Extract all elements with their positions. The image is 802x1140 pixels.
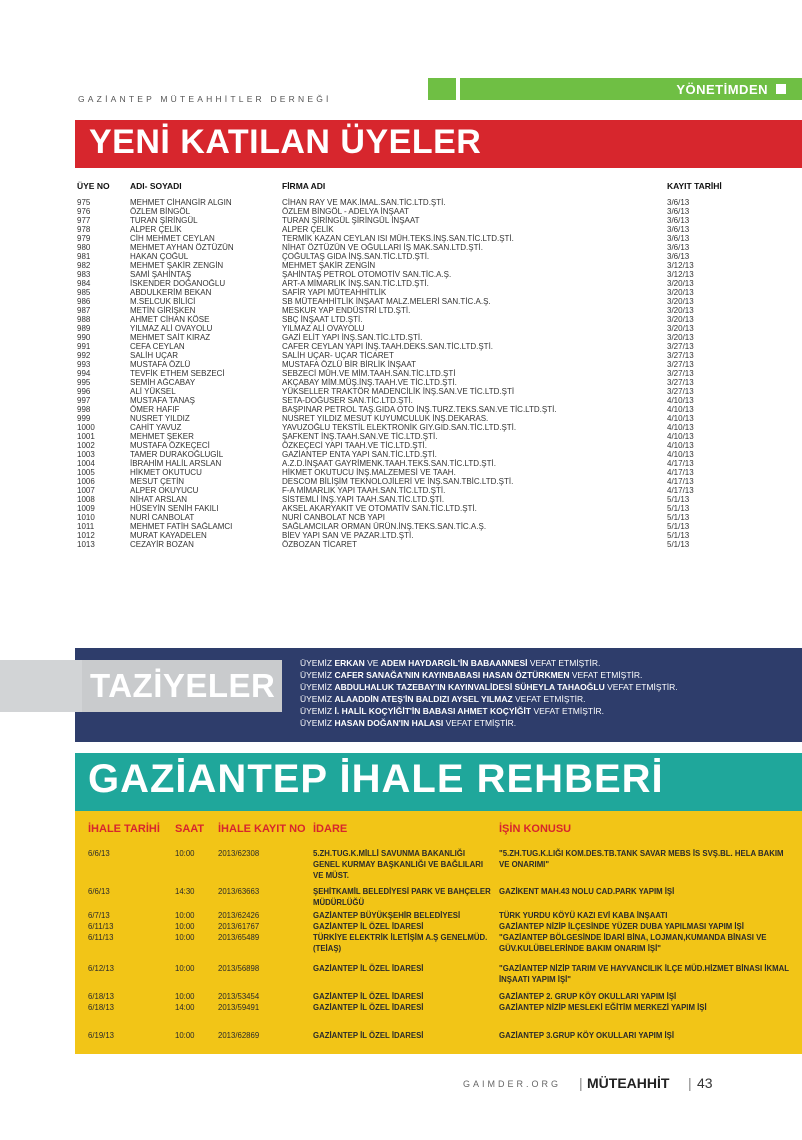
member-name: HÜSEYİN SENİH FAKILI [130,504,219,513]
member-no: 975 [77,198,91,207]
tender-kayit: 2013/63663 [218,887,260,896]
tender-title: GAZİANTEP İHALE REHBERİ [88,757,664,801]
member-date: 3/20/13 [667,306,694,315]
tender-col-time: SAAT [175,823,205,835]
member-date: 4/10/13 [667,441,694,450]
member-no: 986 [77,297,91,306]
tender-idare: GAZİANTEP BÜYÜKŞEHİR BELEDİYESİ [313,911,461,920]
member-firm: CAFER CEYLAN YAPI İNŞ.TAAH.DEKS.SAN.TİC.LTD.ŞTİ. [282,342,494,351]
member-no: 980 [77,243,91,252]
footer-separator: | [688,1075,692,1091]
member-firm: NURİ CANBOLAT NCB YAPI [282,513,385,522]
condolence-post: VEFAT ETMİŞTİR. [512,694,586,704]
condolence-pre: ÜYEMİZ [300,670,335,680]
member-date: 4/10/13 [667,396,694,405]
tender-saat: 10:00 [175,992,195,1001]
table-row [77,324,802,333]
condolence-post: VEFAT ETMİŞTİR. [569,670,643,680]
square-icon [776,84,786,94]
tender-kayit: 2013/62869 [218,1031,260,1040]
member-no: 987 [77,306,91,315]
title-banner [75,120,802,168]
tender-idare: 5.ZH.TUG.K.MİLLİ SAVUNMA BAKANLIĞI GENEL KURMAY BAŞKANLIĞI VE BAĞLILARI VE MÜST. [313,849,484,880]
tender-saat: 10:00 [175,911,195,920]
tender-date: 6/18/13 [88,1003,115,1012]
member-date: 3/20/13 [667,333,694,342]
member-name: ALPER ÇELİK [130,225,182,234]
member-no: 1011 [77,522,95,531]
member-firm: CİHAN RAY VE MAK.İMAL.SAN.TİC.LTD.ŞTİ. [282,198,446,207]
member-date: 5/1/13 [667,495,690,504]
table-row [77,450,802,459]
footer-separator: | [579,1075,583,1091]
member-no: 977 [77,216,91,225]
table-row [77,342,802,351]
member-no: 1010 [77,513,95,522]
condolence-pre: ÜYEMİZ [300,694,335,704]
header-accent-bar [428,78,456,100]
tender-idare: ŞEHİTKAMİL BELEDİYESİ PARK VE BAHÇELER MÜDÜRLÜĞÜ [313,887,491,907]
table-row [77,243,802,252]
member-name: CEZAYİR BOZAN [130,540,194,549]
footer-site: GAIMDER.ORG [463,1079,562,1089]
tender-saat: 14:00 [175,1003,195,1012]
member-firm: SBÇ İNŞAAT LTD.ŞTİ. [282,315,363,324]
member-firm: F-A MİMARLIK YAPI TAAH.SAN.TİC.LTD.ŞTİ. [282,486,446,495]
member-date: 4/17/13 [667,486,694,495]
member-firm: ÖZKEÇECİ YAPI TAAH.VE TİC.LTD.ŞTİ. [282,441,427,450]
member-date: 4/10/13 [667,423,694,432]
table-row [77,468,802,477]
member-date: 4/10/13 [667,405,694,414]
member-date: 4/10/13 [667,414,694,423]
member-name: HİKMET OKUTUCU [130,468,202,477]
member-date: 3/20/13 [667,279,694,288]
list-item [300,657,800,669]
tender-saat: 10:00 [175,1031,195,1040]
member-firm: SAĞLAMCILAR ORMAN ÜRÜN.İNŞ.TEKS.SAN.TİC.A.Ş. [282,522,487,531]
member-no: 1004 [77,459,95,468]
table-row [77,531,802,540]
member-firm: MEHMET ŞAKİR ZENGİN [282,261,376,270]
table-row [77,378,802,387]
member-name: SAMİ ŞAHİNTAŞ [130,270,192,279]
member-firm: MESKUR YAP ENDÜSTRİ LTD.ŞTİ. [282,306,411,315]
tender-konu: "GAZİANTEP BÖLGESİNDE İDARİ BİNA, LOJMAN,KUMANDA BİNASI VE GÜV.KULÜBELERİNDE BAKIM ONARIM İŞİ" [499,933,767,953]
member-name: METİN GİRİŞKEN [130,306,196,315]
member-firm: YILMAZ ALİ OVAYOLU [282,324,365,333]
member-no: 1007 [77,486,95,495]
member-date: 3/20/13 [667,288,694,297]
tender-col-reg: İHALE KAYIT NO [218,823,306,835]
member-firm: ŞAHİNTAŞ PETROL OTOMOTİV SAN.TİC.A.Ş. [282,270,452,279]
member-name: ALPER OKUYUCU [130,486,199,495]
member-date: 5/1/13 [667,513,690,522]
table-row [77,270,802,279]
member-firm: DESCOM BİLİŞİM TEKNOLOJİLERİ VE İNŞ.SAN.TBİC.LTD.ŞTİ. [282,477,514,486]
member-firm: BAŞPINAR PETROL TAŞ.GIDA OTO İNŞ.TURZ.TEKS.SAN.VE TİC.LTD.ŞTİ. [282,405,557,414]
member-firm: YÜKSELLER TRAKTÖR MADENCİLİK İNŞ.SAN.VE TİC.LTD.ŞTİ [282,387,515,396]
tender-konu: GAZİANTEP 2. GRUP KÖY OKULLARI YAPIM İŞİ [499,992,677,1001]
condolence-post: VEFAT ETMİŞTİR. [527,658,601,668]
member-name: SEMİH AĞCABAY [130,378,196,387]
table-row [77,225,802,234]
tender-konu: GAZİANTEP NİZİP MESLEKİ EĞİTİM MERKEZİ YAPIM İŞİ [499,1003,707,1012]
tender-table [75,811,802,1054]
tender-idare: GAZİANTEP İL ÖZEL İDARESİ [313,964,424,973]
tender-col-subject: İŞİN KONUSU [499,823,572,835]
member-name: MESUT ÇETİN [130,477,185,486]
member-no: 1001 [77,432,95,441]
member-date: 3/27/13 [667,369,694,378]
tender-date: 6/11/13 [88,933,114,942]
member-firm: BİEV YAPI SAN VE PAZAR.LTD.ŞTİ. [282,531,414,540]
member-name: NUSRET YILDIZ [130,414,190,423]
members-header-row [77,180,802,198]
member-firm: HİKMET OKUTUCU İNŞ.MALZEMESİ VE TAAH. [282,468,456,477]
member-no: 984 [77,279,91,288]
member-name: AHMET CİHAN KÖSE [130,315,210,324]
table-row [77,351,802,360]
member-no: 996 [77,387,91,396]
member-no: 990 [77,333,91,342]
table-row [77,414,802,423]
member-firm: A.Z.D.İNŞAAT GAYRİMENK.TAAH.TEKS.SAN.TİC.LTD.ŞTİ. [282,459,496,468]
member-name: MUSTAFA ÖZKEÇECİ [130,441,210,450]
tender-kayit: 2013/65489 [218,933,260,942]
list-item [300,669,800,681]
condolence-post: VEFAT ETMİŞTİR. [443,718,517,728]
table-row [77,279,802,288]
tender-date: 6/7/13 [88,911,110,920]
member-name: MEHMET CİHANGİR ALGIN [130,198,232,207]
tender-date: 6/6/13 [88,849,110,858]
table-row [77,396,802,405]
tender-col-authority: İDARE [313,823,348,835]
table-row [77,459,802,468]
table-row [77,513,802,522]
org-name: GAZİANTEP MÜTEAHHİTLER DERNEĞİ [78,94,332,104]
member-no: 997 [77,396,91,405]
tender-col-date: İHALE TARİHİ [88,823,160,835]
tender-idare: TÜRKİYE ELEKTRİK İLETİŞİM A.Ş GENELMÜD.(TEİAŞ) [313,933,488,953]
member-date: 3/20/13 [667,297,694,306]
member-date: 3/27/13 [667,342,694,351]
member-no: 978 [77,225,91,234]
member-no: 976 [77,207,91,216]
member-date: 3/6/13 [667,216,690,225]
table-row [77,432,802,441]
member-firm: ÖZBOZAN TİCARET [282,540,357,549]
col-header-no: ÜYE NO [77,181,110,191]
table-row [77,297,802,306]
member-date: 3/6/13 [667,234,690,243]
member-name: MUSTAFA ÖZLÜ [130,360,191,369]
condolence-bold: CAFER SANAĞA'NIN KAYINBABASI HASAN ÖZTÜRKMEN [334,670,570,680]
tender-saat: 10:00 [175,922,195,931]
member-firm: TURAN ŞİRİNGÜL ŞİRİNGÜL İNŞAAT [282,216,420,225]
member-no: 993 [77,360,91,369]
condolence-bold2: ADEM HAYDARGİL'İN BABAANNESİ [380,658,528,668]
member-no: 1002 [77,441,95,450]
member-no: 1003 [77,450,95,459]
member-date: 3/27/13 [667,360,694,369]
member-no: 991 [77,342,91,351]
tender-konu: GAZİKENT MAH.43 NOLU CAD.PARK YAPIM İŞİ [499,887,675,896]
condolence-post: VEFAT ETMİŞTİR. [604,682,678,692]
tender-konu: GAZİANTEP 3.GRUP KÖY OKULLARI YAPIM İŞİ [499,1031,675,1040]
member-firm: ALPER ÇELİK [282,225,334,234]
member-name: MUSTAFA TANAŞ [130,396,195,405]
member-date: 3/27/13 [667,351,694,360]
tender-saat: 10:00 [175,849,195,858]
member-no: 983 [77,270,91,279]
table-row [77,288,802,297]
member-date: 3/6/13 [667,243,690,252]
member-firm: ART-A MİMARLIK İNŞ.SAN.TİC.LTD.ŞTİ. [282,279,429,288]
tender-idare: GAZİANTEP İL ÖZEL İDARESİ [313,922,424,931]
tender-kayit: 2013/56898 [218,964,260,973]
tender-konu: "GAZİANTEP NİZİP TARIM VE HAYVANCILIK İLÇE MÜD.HİZMET BİNASI İKMAL İNŞAATI YAPIM İŞİ" [499,964,789,984]
condolences-title-box [82,660,282,712]
member-name: SALİH UÇAR [130,351,179,360]
member-name: ABDULKERİM BEKAN [130,288,212,297]
condolence-bold: ERKAN [334,658,365,668]
table-row [77,540,802,549]
member-firm: YAVUZOĞLU TEKSTİL ELEKTRONİK GIY.GID.SAN.TİC.LTD.ŞTİ. [282,423,517,432]
table-row [77,477,802,486]
member-name: MEHMET AYHAN ÖZTÜZÜN [130,243,234,252]
member-no: 994 [77,369,91,378]
member-no: 1012 [77,531,95,540]
tender-kayit: 2013/62308 [218,849,260,858]
condolence-bold: ALAADDİN ATEŞ'İN BALDIZI AYSEL YILMAZ [334,694,513,704]
section-tag-label: YÖNETİMDEN [676,82,768,97]
page-footer [0,1075,802,1095]
condolence-mid: VE [364,658,381,668]
tender-kayit: 2013/62426 [218,911,260,920]
member-firm: SB MÜTEAHHİTLİK İNŞAAT MALZ.MELERİ SAN.TİC.A.Ş. [282,297,491,306]
member-name: HAKAN ÇOĞUL [130,252,189,261]
members-table [77,180,802,549]
member-no: 1006 [77,477,95,486]
member-firm: AKÇABAY MİM.MÜŞ.İNŞ.TAAH.VE TİC.LTD.ŞTİ. [282,378,457,387]
member-no: 1008 [77,495,95,504]
member-firm: TERMİK KAZAN CEYLAN ISI MÜH.TEKS.İNŞ.SAN.TİC.LTD.ŞTİ. [282,234,514,243]
member-firm: ŞAFKENT İNŞ.TAAH.SAN.VE TİC.LTD.ŞTİ. [282,432,438,441]
page-number: 43 [697,1075,713,1091]
footer-magazine: MÜTEAHHİT [587,1075,670,1091]
member-no: 1005 [77,468,95,477]
table-row [77,423,802,432]
member-name: MEHMET SAİT KIRAZ [130,333,211,342]
member-date: 3/20/13 [667,315,694,324]
table-row [77,522,802,531]
member-name: CİH MEHMET CEYLAN [130,234,215,243]
tender-saat: 14:30 [175,887,195,896]
member-name: NİHAT ARSLAN [130,495,188,504]
member-firm: AKSEL AKARYAKIT VE OTOMATİV SAN.TİC.LTD.ŞTİ. [282,504,477,513]
member-no: 1013 [77,540,95,549]
col-header-date: KAYIT TARİHİ [667,181,722,191]
tender-saat: 10:00 [175,964,195,973]
col-header-firm: FİRMA ADI [282,181,326,191]
condolences-title: TAZİYELER [90,667,276,704]
member-name: CAHİT YAVUZ [130,423,182,432]
table-row [77,252,802,261]
table-row [77,207,802,216]
member-date: 3/6/13 [667,252,690,261]
list-item [300,705,800,717]
tender-kayit: 2013/61767 [218,922,260,931]
condolences-accent [0,660,82,712]
member-name: CEFA CEYLAN [130,342,185,351]
member-name: İBRAHİM HALİL ARSLAN [130,459,222,468]
member-firm: NUSRET YILDIZ MESUT KUYUMCULUK İNŞ.DEKARAS. [282,414,489,423]
member-no: 979 [77,234,91,243]
tender-konu: "5.ZH.TUG.K.LIĞI KOM.DES.TB.TANK SAVAR MEBS İS SVŞ.BL. HELA BAKIM VE ONARIMI" [499,849,784,869]
table-row [77,315,802,324]
table-row [77,198,802,207]
condolence-pre: ÜYEMİZ [300,682,335,692]
table-row [77,216,802,225]
member-name: MEHMET FATİH SAĞLAMCI [130,522,233,531]
list-item [300,681,800,693]
condolence-pre: ÜYEMİZ [300,706,335,716]
member-date: 3/12/13 [667,270,694,279]
table-row [77,495,802,504]
member-firm: GAZİANTEP ENTA YAPI SAN.TİC.LTD.ŞTİ. [282,450,437,459]
tender-saat: 10:00 [175,933,195,942]
member-firm: ÖZLEM BİNGÖL - ADELYA İNŞAAT [282,207,409,216]
list-item [300,717,800,729]
tender-date: 6/6/13 [88,887,110,896]
table-row [77,360,802,369]
tender-idare: GAZİANTEP İL ÖZEL İDARESİ [313,992,424,1001]
tender-konu: TÜRK YURDU KÖYÜ KAZI EVİ KABA İNŞAATI [499,911,668,920]
member-date: 3/20/13 [667,324,694,333]
table-row [77,441,802,450]
tender-kayit: 2013/53454 [218,992,260,1001]
member-date: 3/6/13 [667,198,690,207]
table-row [77,234,802,243]
member-firm: SETA-DOĞUSER SAN.TİC.LTD.ŞTİ. [282,396,413,405]
member-date: 4/17/13 [667,468,694,477]
tender-idare: GAZİANTEP İL ÖZEL İDARESİ [313,1003,424,1012]
member-name: ALİ YÜKSEL [130,387,176,396]
table-row [77,261,802,270]
condolence-pre: ÜYEMİZ [300,658,335,668]
member-date: 3/6/13 [667,207,690,216]
tender-date: 6/18/13 [88,992,115,1001]
condolence-post: VEFAT ETMİŞTİR. [531,706,604,716]
member-date: 3/27/13 [667,387,694,396]
member-date: 4/17/13 [667,459,694,468]
member-no: 1009 [77,504,95,513]
member-name: TEVFİK ETHEM SEBZECİ [130,369,225,378]
member-date: 4/10/13 [667,450,694,459]
member-date: 5/1/13 [667,522,690,531]
condolence-pre: ÜYEMİZ [300,718,335,728]
tender-konu: GAZİANTEP NİZİP İLÇESİNDE YÜZER DUBA YAPILMASI YAPIM İŞİ [499,922,744,931]
member-date: 5/1/13 [667,531,690,540]
member-no: 988 [77,315,91,324]
col-header-name: ADI- SOYADI [130,181,182,191]
tender-date: 6/12/13 [88,964,115,973]
member-date: 4/10/13 [667,432,694,441]
section-tag [460,78,802,100]
member-no: 999 [77,414,91,423]
member-no: 982 [77,261,91,270]
condolence-bold: ABDULHALUK TAZEBAY'IN KAYINVALİDESİ SÜHEYLA TAHAOĞLU [334,682,605,692]
member-name: YILMAZ ALİ OVAYOLU [130,324,213,333]
member-name: NURİ CANBOLAT [130,513,195,522]
member-name: ÖMER HAFIF [130,405,180,414]
member-name: MEHMET ŞAKİR ZENGİN [130,261,224,270]
member-date: 4/17/13 [667,477,694,486]
member-firm: SEBZECİ MÜH.VE MİM.TAAH.SAN.TİC.LTD.ŞTİ [282,369,456,378]
member-no: 992 [77,351,91,360]
table-row [77,306,802,315]
condolence-bold: İ. HALİL KOÇYİĞİT'İN BABASI AHMET KOÇYİĞİT [334,706,532,716]
list-item [300,693,800,705]
tender-date: 6/19/13 [88,1031,115,1040]
member-date: 3/6/13 [667,225,690,234]
member-firm: SAFİR YAPI MÜTEAHHİTLİK [282,288,387,297]
member-no: 989 [77,324,91,333]
member-name: İSKENDER DOĞANOĞLU [130,279,226,288]
member-date: 5/1/13 [667,504,690,513]
member-firm: GAZİ ELİT YAPI İNŞ.SAN.TİC.LTD.ŞTİ. [282,333,423,342]
member-no: 985 [77,288,91,297]
member-firm: ÇOĞULTAŞ GIDA İNŞ.SAN.TİC.LTD.ŞTİ. [282,252,430,261]
tender-date: 6/11/13 [88,922,114,931]
member-date: 5/1/13 [667,540,690,549]
member-name: M.SELCUK BİLİCİ [130,297,196,306]
member-date: 3/12/13 [667,261,694,270]
member-name: TAMER DURAKOĞLUGİL [130,450,224,459]
table-row [77,486,802,495]
member-firm: NİHAT ÖZTÜZÜN VE OĞULLARI İŞ MAK.SAN.LTD.ŞTİ. [282,243,483,252]
table-row [77,387,802,396]
member-no: 1000 [77,423,95,432]
member-firm: MUSTAFA ÖZLÜ BİR BİRLİK İNŞAAT [282,360,416,369]
member-firm: SİSTEMLİ İNŞ.YAPI TAAH.SAN.TİC.LTD.ŞTİ. [282,495,445,504]
member-date: 3/27/13 [667,378,694,387]
condolence-bold: HASAN DOĞAN'IN HALASI [334,718,444,728]
condolences-list [300,657,800,729]
table-row [77,369,802,378]
table-row [77,504,802,513]
tender-banner [75,753,802,811]
member-no: 998 [77,405,91,414]
member-no: 995 [77,378,91,387]
member-name: ÖZLEM BİNGÖL [130,207,191,216]
table-row [77,405,802,414]
member-no: 981 [77,252,91,261]
tender-kayit: 2013/59491 [218,1003,260,1012]
member-name: MEHMET ŞEKER [130,432,194,441]
tender-idare: GAZİANTEP İL ÖZEL İDARESİ [313,1031,424,1040]
table-row [77,333,802,342]
member-name: TURAN ŞİRİNGÜL [130,216,198,225]
member-name: MURAT KAYADELEN [130,531,207,540]
member-firm: SALİH UÇAR- UÇAR TİCARET [282,351,394,360]
page-title: YENİ KATILAN ÜYELER [89,123,482,161]
